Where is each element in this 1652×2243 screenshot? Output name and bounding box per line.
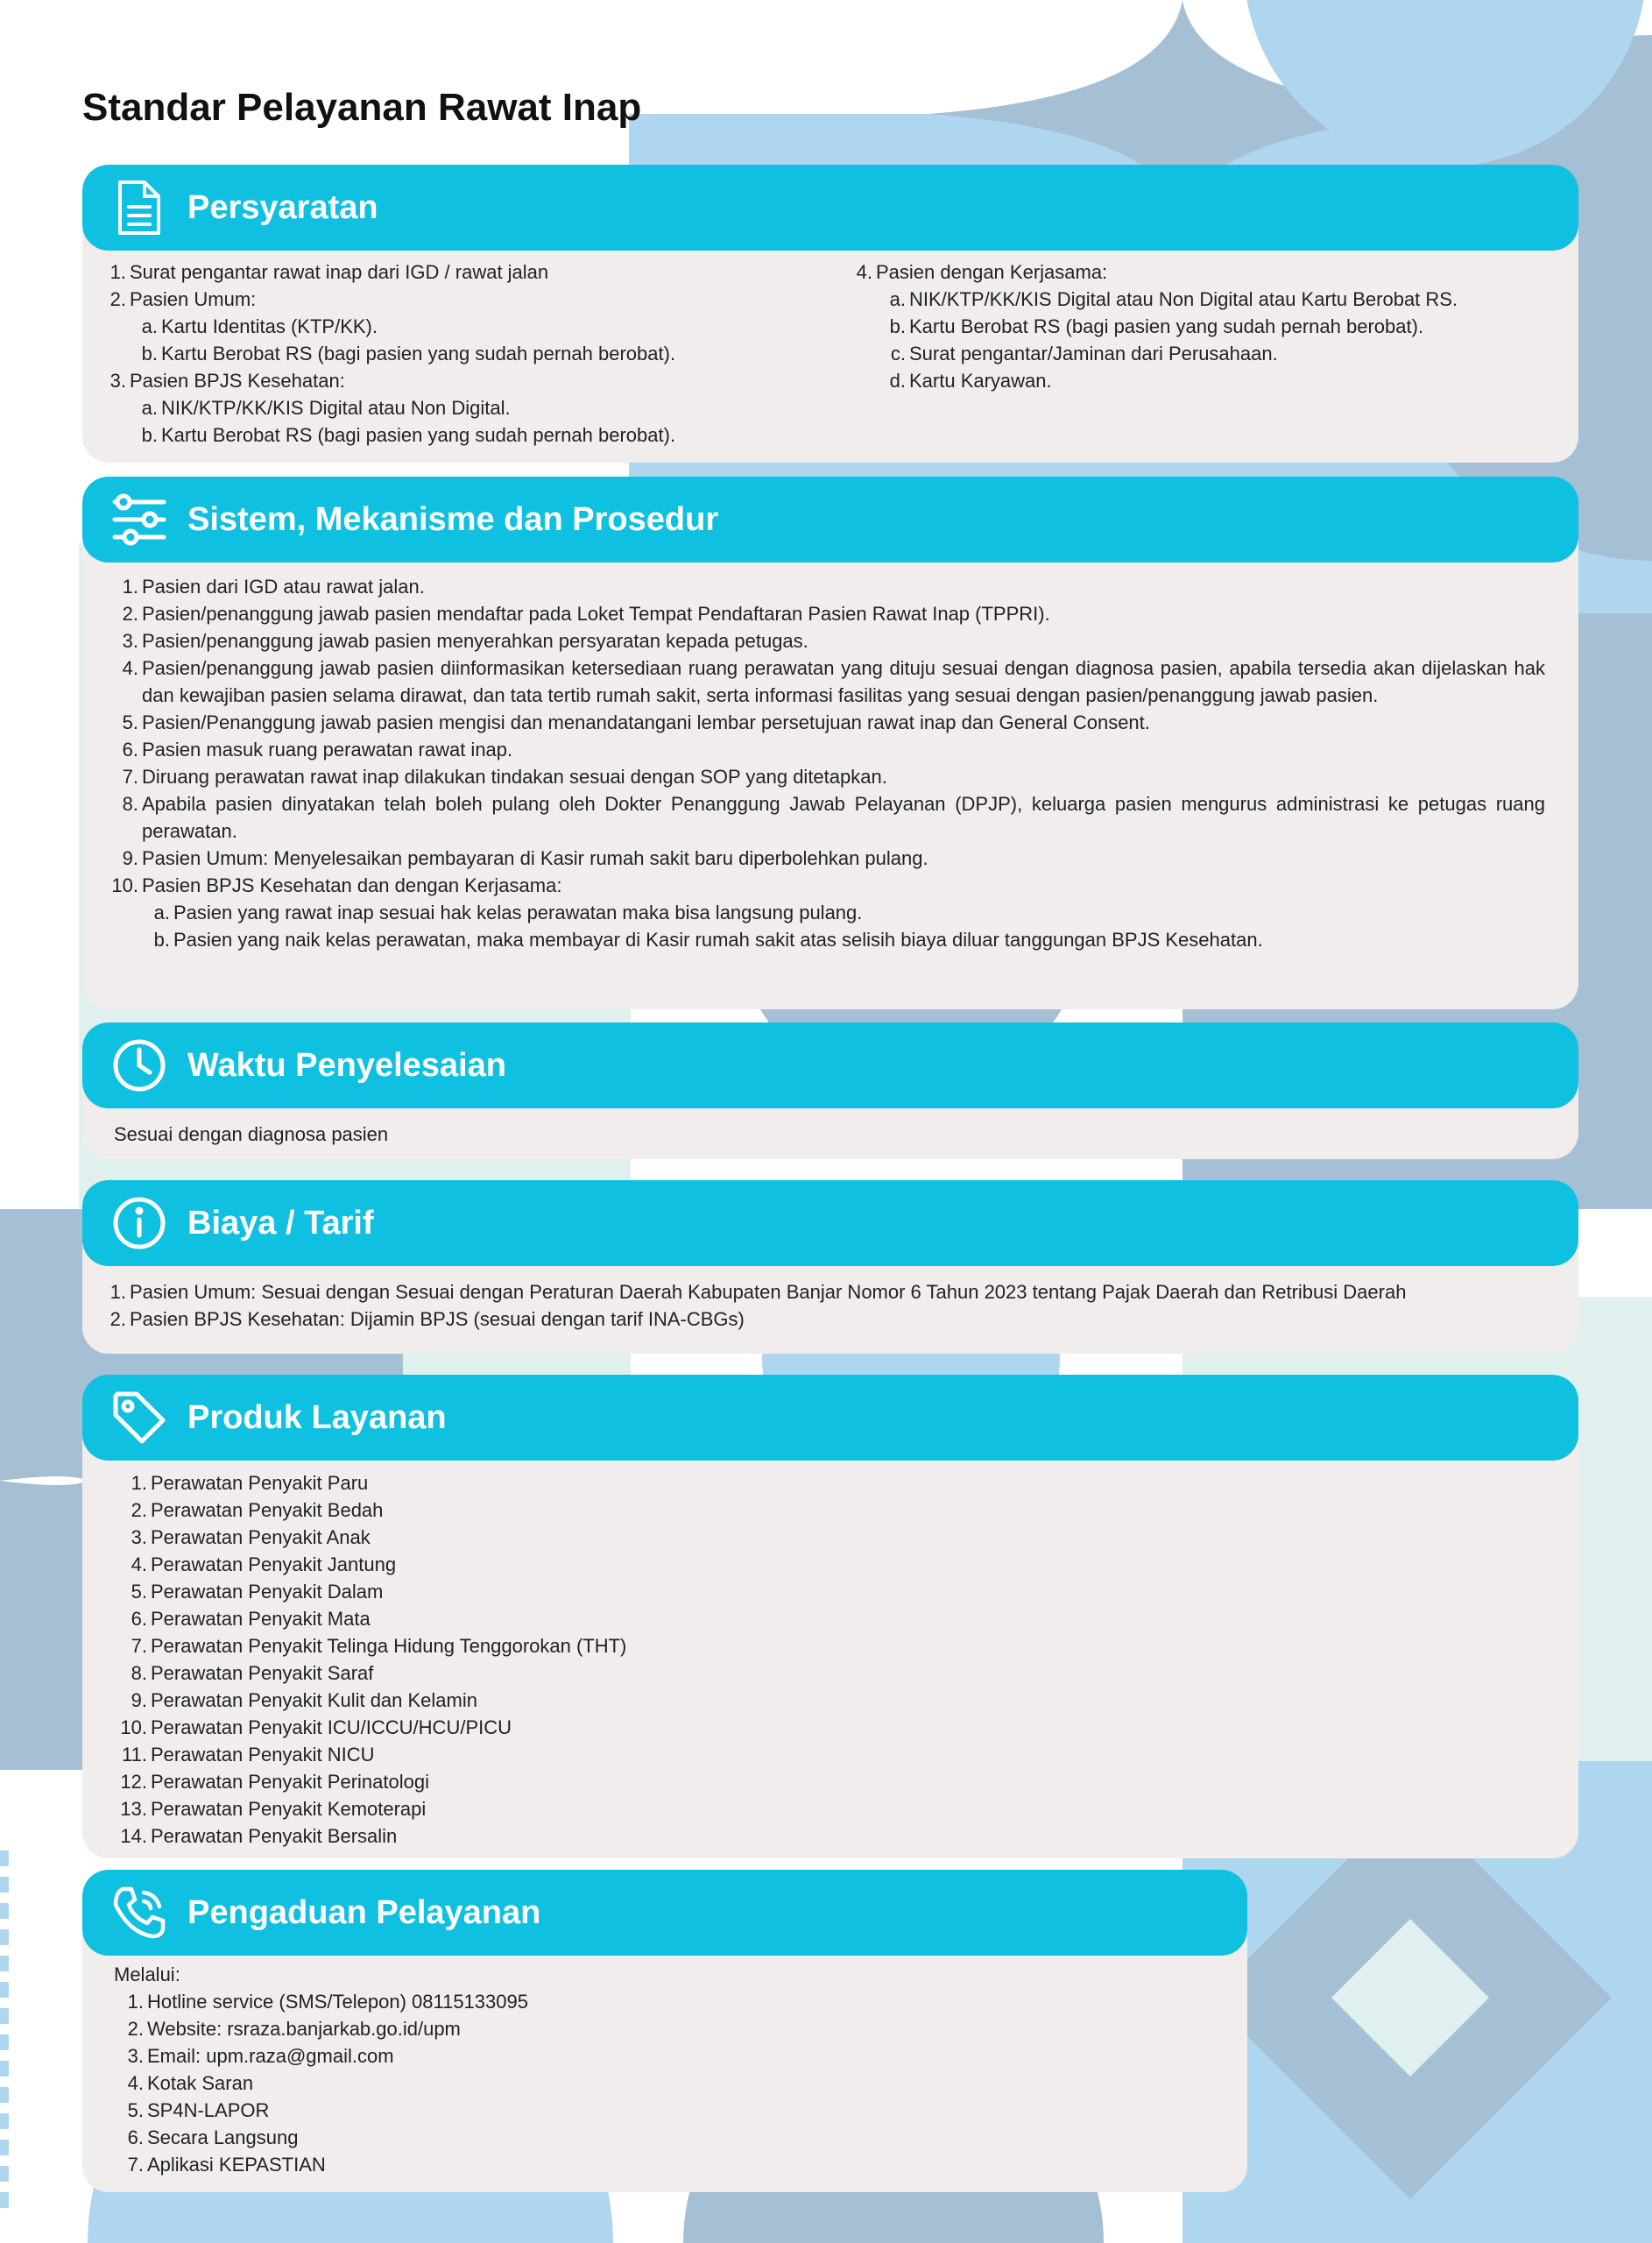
sub-list [109,394,827,449]
item-text: Pasien/penanggung jawab pasien diinformasikan ketersediaan ruang perawatan yang dituju sesuai dengan diagnosa pasien, apabila tersedia akan dijelaskan hak dan kewajiban pasien selama dirawat, dan tata tertib rumah sakit, serta informasi fasilitas yang sesuai dengan pasien/penanggung jawab pasien. [142,657,1545,706]
biaya-header [82,1180,1578,1266]
item-number: a. [153,902,170,923]
sub-list-item [137,340,827,367]
list-item [109,258,827,286]
item-number: 3. [109,370,126,392]
item-number: 6. [127,2126,144,2148]
list-item [114,2124,1165,2151]
persyaratan-left-list [109,258,827,449]
section-pengaduan [82,1870,1247,2192]
sub-list [109,313,827,367]
document-icon [109,177,170,238]
item-number: 8. [122,793,138,815]
item-number: 2. [109,1308,126,1330]
item-number: 14. [120,1825,147,1847]
item-text: Perawatan Penyakit Bedah [151,1499,384,1521]
item-text: Perawatan Penyakit Kemoterapi [151,1798,427,1820]
tag-icon [109,1387,170,1448]
item-number: 1. [109,261,126,283]
list-item [117,1497,1168,1524]
item-text: Kartu Karyawan. [909,370,1052,392]
list-item [117,1659,1168,1687]
item-text: Apabila pasien dinyatakan telah boleh pulang oleh Dokter Penanggung Jawab Pelayanan (DPJP), keluarga pasien mengurus administrasi ke petugas ruang perawatan. [142,793,1545,842]
item-text: Email: upm.raza@gmail.com [147,2045,394,2067]
produk-header [82,1375,1578,1461]
item-number: 8. [131,1662,147,1684]
item-number: 7. [131,1635,147,1657]
biaya-title: Biaya / Tarif [187,1204,374,1242]
sub-list-item [137,421,827,449]
page-title: Standar Pelayanan Rawat Inap [82,86,642,129]
list-item [109,763,1545,790]
item-text: Pasien/penanggung jawab pasien menyerahkan persyaratan kepada petugas. [142,630,808,652]
item-number: 4. [127,2072,144,2094]
pengaduan-intro: Melalui: [114,1964,180,1985]
list-item [117,1768,1168,1795]
item-number: 4. [856,261,872,283]
list-item [853,258,1554,286]
item-text: Pasien yang rawat inap sesuai hak kelas perawatan maka bisa langsung pulang. [173,902,863,923]
item-number: 3. [122,630,138,652]
item-number: 6. [131,1608,147,1630]
list-item [117,1578,1168,1605]
item-text: Kartu Berobat RS (bagi pasien yang sudah pernah berobat). [161,343,676,364]
item-number: b. [141,343,158,364]
list-item [117,1632,1168,1659]
item-text: Pasien Umum: Menyelesaikan pembayaran di Kasir rumah sakit baru diperbolehkan pulang. [142,847,928,869]
waktu-title: Waktu Penyelesaian [187,1046,506,1084]
list-item [114,1988,1165,2015]
section-sistem [82,477,1578,1009]
item-number: 3. [131,1526,147,1548]
list-item [109,655,1545,709]
list-item [117,1741,1168,1768]
list-item [109,1305,1563,1333]
item-text: Pasien/Penanggung jawab pasien mengisi dan menandatangani lembar persetujuan rawat inap dan General Consent. [142,711,1150,733]
item-number: 2. [131,1499,147,1521]
item-text: Kartu Identitas (KTP/KK). [161,315,378,337]
item-number: 2. [109,288,126,310]
sistem-header [82,477,1578,563]
list-item [117,1714,1168,1741]
persyaratan-header [82,165,1578,251]
list-item [109,790,1545,845]
list-item [117,1524,1168,1551]
item-text: Kotak Saran [147,2072,254,2094]
waktu-text: Sesuai dengan diagnosa pasien [114,1123,389,1145]
pengaduan-list [114,1988,1165,2178]
sub-list-item [149,926,1545,953]
item-text: SP4N-LAPOR [147,2099,270,2121]
item-number: 7. [127,2154,144,2176]
item-text: Perawatan Penyakit Jantung [151,1553,397,1575]
section-produk [82,1375,1578,1858]
item-number: 5. [131,1581,147,1603]
pengaduan-header [82,1870,1247,1956]
item-number: b. [889,315,906,337]
item-number: 6. [122,739,138,761]
sistem-title: Sistem, Mekanisme dan Prosedur [187,500,719,538]
list-item [117,1551,1168,1578]
sub-list-item [137,394,827,421]
item-text: Perawatan Penyakit Kulit dan Kelamin [151,1689,477,1711]
biaya-list [109,1278,1563,1333]
persyaratan-title: Persyaratan [187,188,378,226]
info-icon [109,1192,170,1254]
list-item [109,709,1545,736]
sub-list-item [137,313,827,340]
item-text: Perawatan Penyakit Anak [151,1526,371,1548]
list-item [114,2070,1165,2097]
item-text: Surat pengantar rawat inap dari IGD / rawat jalan [130,261,549,283]
sliders-icon [109,489,170,550]
persyaratan-right-list [853,258,1554,394]
produk-title: Produk Layanan [187,1398,447,1436]
list-item [109,845,1545,872]
item-text: Aplikasi KEPASTIAN [147,2154,326,2176]
item-number: d. [889,370,906,392]
item-text: Website: rsraza.banjarkab.go.id/upm [147,2018,461,2040]
sub-list-item [149,899,1545,926]
sub-list [109,899,1545,953]
list-item [109,1278,1563,1305]
item-text: Perawatan Penyakit Mata [151,1608,371,1630]
item-text: Kartu Berobat RS (bagi pasien yang sudah pernah berobat). [909,315,1424,337]
list-item [114,2015,1165,2042]
item-number: 9. [131,1689,147,1711]
item-text: Secara Langsung [147,2126,299,2148]
list-item [114,2151,1165,2178]
item-number: 7. [122,766,138,788]
item-text: Perawatan Penyakit Paru [151,1472,369,1494]
list-item [109,286,827,313]
produk-list [117,1469,1168,1850]
list-item [114,2042,1165,2070]
item-number: a. [141,397,158,419]
list-item [117,1822,1168,1850]
sub-list-item [883,340,1554,367]
list-item [117,1469,1168,1497]
item-text: Kartu Berobat RS (bagi pasien yang sudah pernah berobat). [161,424,676,446]
item-text: Pasien masuk ruang perawatan rawat inap. [142,739,513,761]
section-persyaratan [82,165,1578,463]
list-item [109,367,827,394]
item-number: 2. [127,2018,144,2040]
item-text: Perawatan Penyakit ICU/ICCU/HCU/PICU [151,1716,512,1738]
item-number: 13. [120,1798,147,1820]
item-text: Perawatan Penyakit Bersalin [151,1825,398,1847]
phone-icon [109,1882,170,1943]
pengaduan-title: Pengaduan Pelayanan [187,1893,541,1931]
item-number: c. [890,343,906,364]
item-text: Pasien/penanggung jawab pasien mendaftar pada Loket Tempat Pendaftaran Pasien Rawat Inap (TPPRI). [142,603,1050,625]
item-number: b. [153,929,170,951]
list-item [109,736,1545,763]
item-number: 2. [122,603,138,625]
list-item [109,600,1545,627]
item-number: 3. [127,2045,144,2067]
item-text: Surat pengantar/Jaminan dari Perusahaan. [909,343,1278,364]
item-number: a. [889,288,906,310]
item-text: Diruang perawatan rawat inap dilakukan tindakan sesuai dengan SOP yang ditetapkan. [142,766,887,788]
item-number: 1. [122,576,138,598]
item-text: NIK/KTP/KK/KIS Digital atau Non Digital. [161,397,511,419]
item-number: 4. [131,1553,147,1575]
item-number: 12. [120,1771,147,1793]
item-number: 9. [122,847,138,869]
item-text: Pasien Umum: [130,288,257,310]
item-text: Pasien BPJS Kesehatan: Dijamin BPJS (sesuai dengan tarif INA-CBGs) [130,1308,745,1330]
sub-list [853,286,1554,394]
section-waktu [82,1022,1578,1159]
item-text: Perawatan Penyakit Perinatologi [151,1771,429,1793]
item-number: 1. [127,1991,144,2013]
item-text: Perawatan Penyakit Saraf [151,1662,374,1684]
item-text: Pasien dengan Kerjasama: [876,261,1108,283]
item-text: Pasien BPJS Kesehatan: [130,370,345,392]
item-number: 5. [127,2099,144,2121]
waktu-header [82,1022,1578,1108]
item-text: Pasien BPJS Kesehatan dan dengan Kerjasama: [142,874,562,896]
list-item [109,872,1545,899]
sub-list-item [883,286,1554,313]
sistem-list [109,573,1545,953]
item-number: 4. [122,657,138,679]
item-number: 10. [120,1716,147,1738]
sub-list-item [883,367,1554,394]
section-biaya [82,1180,1578,1354]
item-number: 5. [122,711,138,733]
item-number: 1. [109,1281,126,1303]
item-number: a. [141,315,158,337]
list-item [114,2097,1165,2124]
item-text: Hotline service (SMS/Telepon) 08115133095 [147,1991,528,2013]
item-text: Pasien Umum: Sesuai dengan Sesuai dengan Peraturan Daerah Kabupaten Banjar Nomor 6 Tahun 2023 tentang Pajak Daerah dan Retribusi Daerah [130,1281,1407,1303]
item-text: Pasien yang naik kelas perawatan, maka membayar di Kasir rumah sakit atas selisih biaya diluar tanggungan BPJS Kesehatan. [173,929,1263,951]
clock-icon [109,1035,170,1096]
list-item [117,1605,1168,1632]
item-text: NIK/KTP/KK/KIS Digital atau Non Digital atau Kartu Berobat RS. [909,288,1458,310]
item-number: b. [141,424,158,446]
list-item [117,1687,1168,1714]
item-number: 1. [131,1472,147,1494]
item-text: Perawatan Penyakit NICU [151,1744,375,1765]
item-text: Perawatan Penyakit Dalam [151,1581,384,1603]
item-text: Pasien dari IGD atau rawat jalan. [142,576,425,598]
list-item [117,1795,1168,1822]
sub-list-item [883,313,1554,340]
item-number: 10. [111,874,138,896]
item-text: Perawatan Penyakit Telinga Hidung Tenggorokan (THT) [151,1635,627,1657]
list-item [109,627,1545,655]
list-item [109,573,1545,600]
item-number: 11. [122,1744,147,1765]
